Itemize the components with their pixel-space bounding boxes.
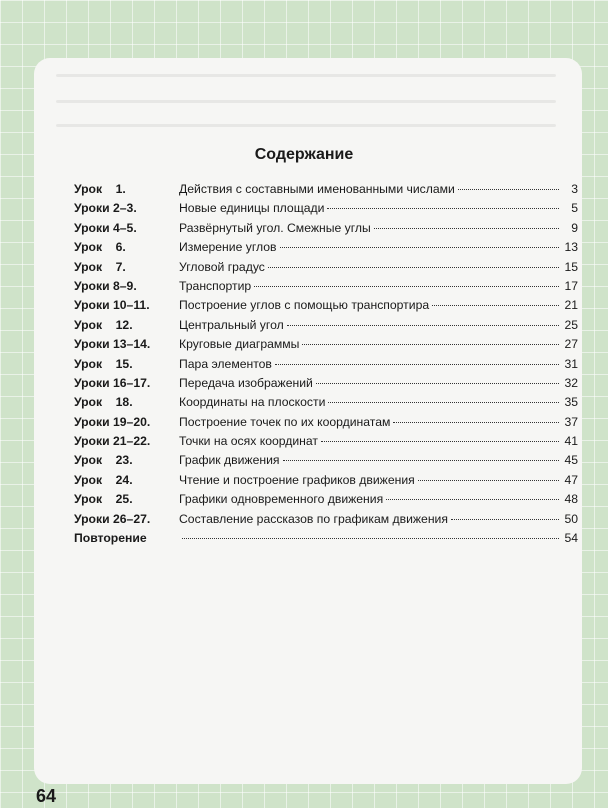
toc-page: 54 bbox=[564, 531, 578, 546]
toc-page: 50 bbox=[564, 511, 578, 526]
toc-row[interactable] bbox=[74, 473, 578, 492]
toc-page: 9 bbox=[571, 220, 578, 235]
toc-lesson: Уроки 4–5. bbox=[74, 220, 137, 235]
dot-leader bbox=[393, 422, 559, 423]
dot-leader bbox=[374, 228, 559, 229]
toc-page: 21 bbox=[564, 298, 578, 313]
toc-page: 47 bbox=[564, 472, 578, 487]
toc-row[interactable] bbox=[74, 337, 578, 356]
toc-topic: Пара элементов bbox=[179, 356, 272, 371]
page-number: 64 bbox=[36, 786, 57, 806]
toc-row[interactable] bbox=[74, 376, 578, 395]
toc-page: 35 bbox=[564, 395, 578, 410]
toc-lesson: Уроки 2–3. bbox=[74, 201, 137, 216]
toc-page: 15 bbox=[564, 259, 578, 274]
dot-leader bbox=[458, 189, 559, 190]
dot-leader bbox=[316, 383, 559, 384]
toc-lesson: Уроки 26–27. bbox=[74, 511, 151, 526]
bleed-through-line bbox=[56, 74, 556, 77]
toc-lesson: Урок 12. bbox=[74, 317, 133, 332]
toc-row[interactable] bbox=[74, 298, 578, 317]
toc-topic: Угловой градус bbox=[179, 259, 265, 274]
toc-topic: График движения bbox=[179, 453, 280, 468]
toc-topic: Развёрнутый угол. Смежные углы bbox=[179, 220, 371, 235]
toc-lesson: Урок 7. bbox=[74, 259, 126, 274]
toc-lesson: Повторение bbox=[74, 531, 147, 546]
toc-topic: Чтение и построение графиков движения bbox=[179, 472, 415, 487]
dot-leader bbox=[287, 325, 559, 326]
toc-lesson: Урок 18. bbox=[74, 395, 133, 410]
dot-leader bbox=[386, 499, 559, 500]
dot-leader bbox=[327, 208, 559, 209]
toc-page: 27 bbox=[564, 337, 578, 352]
toc-row[interactable] bbox=[74, 453, 578, 472]
toc-row[interactable] bbox=[74, 260, 578, 279]
toc-lesson: Урок 25. bbox=[74, 492, 133, 507]
dot-leader bbox=[451, 519, 559, 520]
contents-title: Содержание bbox=[254, 146, 354, 163]
toc-page: 5 bbox=[571, 201, 578, 216]
toc-topic: Передача изображений bbox=[179, 375, 313, 390]
dot-leader bbox=[418, 480, 559, 481]
toc-topic: Действия с составными именованными числами bbox=[179, 182, 455, 196]
toc-page: 45 bbox=[564, 453, 578, 468]
table-of-contents bbox=[74, 182, 578, 550]
toc-page: 32 bbox=[564, 375, 578, 390]
toc-page: 48 bbox=[564, 492, 578, 507]
toc-row[interactable] bbox=[74, 357, 578, 376]
toc-lesson: Урок 1. bbox=[74, 182, 126, 196]
toc-topic: Новые единицы площади bbox=[179, 201, 325, 216]
toc-row[interactable] bbox=[74, 182, 578, 201]
bleed-through-line bbox=[56, 124, 556, 127]
dot-leader bbox=[275, 364, 559, 365]
toc-row[interactable] bbox=[74, 318, 578, 337]
toc-row[interactable] bbox=[74, 279, 578, 298]
toc-lesson: Уроки 10–11. bbox=[74, 298, 150, 313]
dot-leader bbox=[321, 441, 559, 442]
toc-page: 31 bbox=[564, 356, 578, 371]
toc-page: 25 bbox=[564, 317, 578, 332]
toc-lesson: Уроки 13–14. bbox=[74, 337, 151, 352]
toc-page: 3 bbox=[571, 182, 578, 196]
dot-leader bbox=[302, 344, 559, 345]
toc-topic: Центральный угол bbox=[179, 317, 284, 332]
toc-topic: Построение точек по их координатам bbox=[179, 414, 391, 429]
toc-row[interactable] bbox=[74, 395, 578, 414]
toc-row[interactable] bbox=[74, 512, 578, 531]
toc-topic: Измерение углов bbox=[179, 240, 277, 255]
toc-row[interactable] bbox=[74, 434, 578, 453]
toc-lesson: Уроки 8–9. bbox=[74, 278, 137, 293]
toc-lesson: Урок 15. bbox=[74, 356, 133, 371]
dot-leader bbox=[283, 460, 560, 461]
toc-page: 13 bbox=[564, 240, 578, 255]
toc-row[interactable] bbox=[74, 221, 578, 240]
toc-topic: Круговые диаграммы bbox=[179, 337, 300, 352]
toc-topic: Координаты на плоскости bbox=[179, 395, 326, 410]
toc-lesson: Уроки 21–22. bbox=[74, 434, 151, 449]
dot-leader bbox=[254, 286, 559, 287]
toc-lesson: Уроки 16–17. bbox=[74, 375, 151, 390]
toc-topic: Графики одновременного движения bbox=[179, 492, 384, 507]
toc-lesson: Урок 24. bbox=[74, 472, 133, 487]
toc-row[interactable] bbox=[74, 201, 578, 220]
dot-leader bbox=[268, 267, 559, 268]
bleed-through-line bbox=[56, 100, 556, 103]
toc-page: 37 bbox=[564, 414, 578, 429]
dot-leader bbox=[432, 305, 559, 306]
toc-topic: Точки на осях координат bbox=[179, 434, 318, 449]
toc-row[interactable] bbox=[74, 531, 578, 550]
toc-row[interactable] bbox=[74, 415, 578, 434]
toc-lesson: Урок 6. bbox=[74, 240, 126, 255]
toc-topic: Составление рассказов по графикам движения bbox=[179, 511, 448, 526]
toc-page: 41 bbox=[564, 434, 578, 449]
toc-topic: Транспортир bbox=[179, 278, 252, 293]
toc-topic: Построение углов с помощью транспортира bbox=[179, 298, 430, 313]
dot-leader bbox=[328, 402, 559, 403]
toc-row[interactable] bbox=[74, 240, 578, 259]
toc-row[interactable] bbox=[74, 492, 578, 511]
toc-page: 17 bbox=[564, 278, 578, 293]
dot-leader bbox=[182, 538, 559, 539]
toc-lesson: Уроки 19–20. bbox=[74, 414, 151, 429]
toc-lesson: Урок 23. bbox=[74, 453, 133, 468]
dot-leader bbox=[280, 247, 559, 248]
